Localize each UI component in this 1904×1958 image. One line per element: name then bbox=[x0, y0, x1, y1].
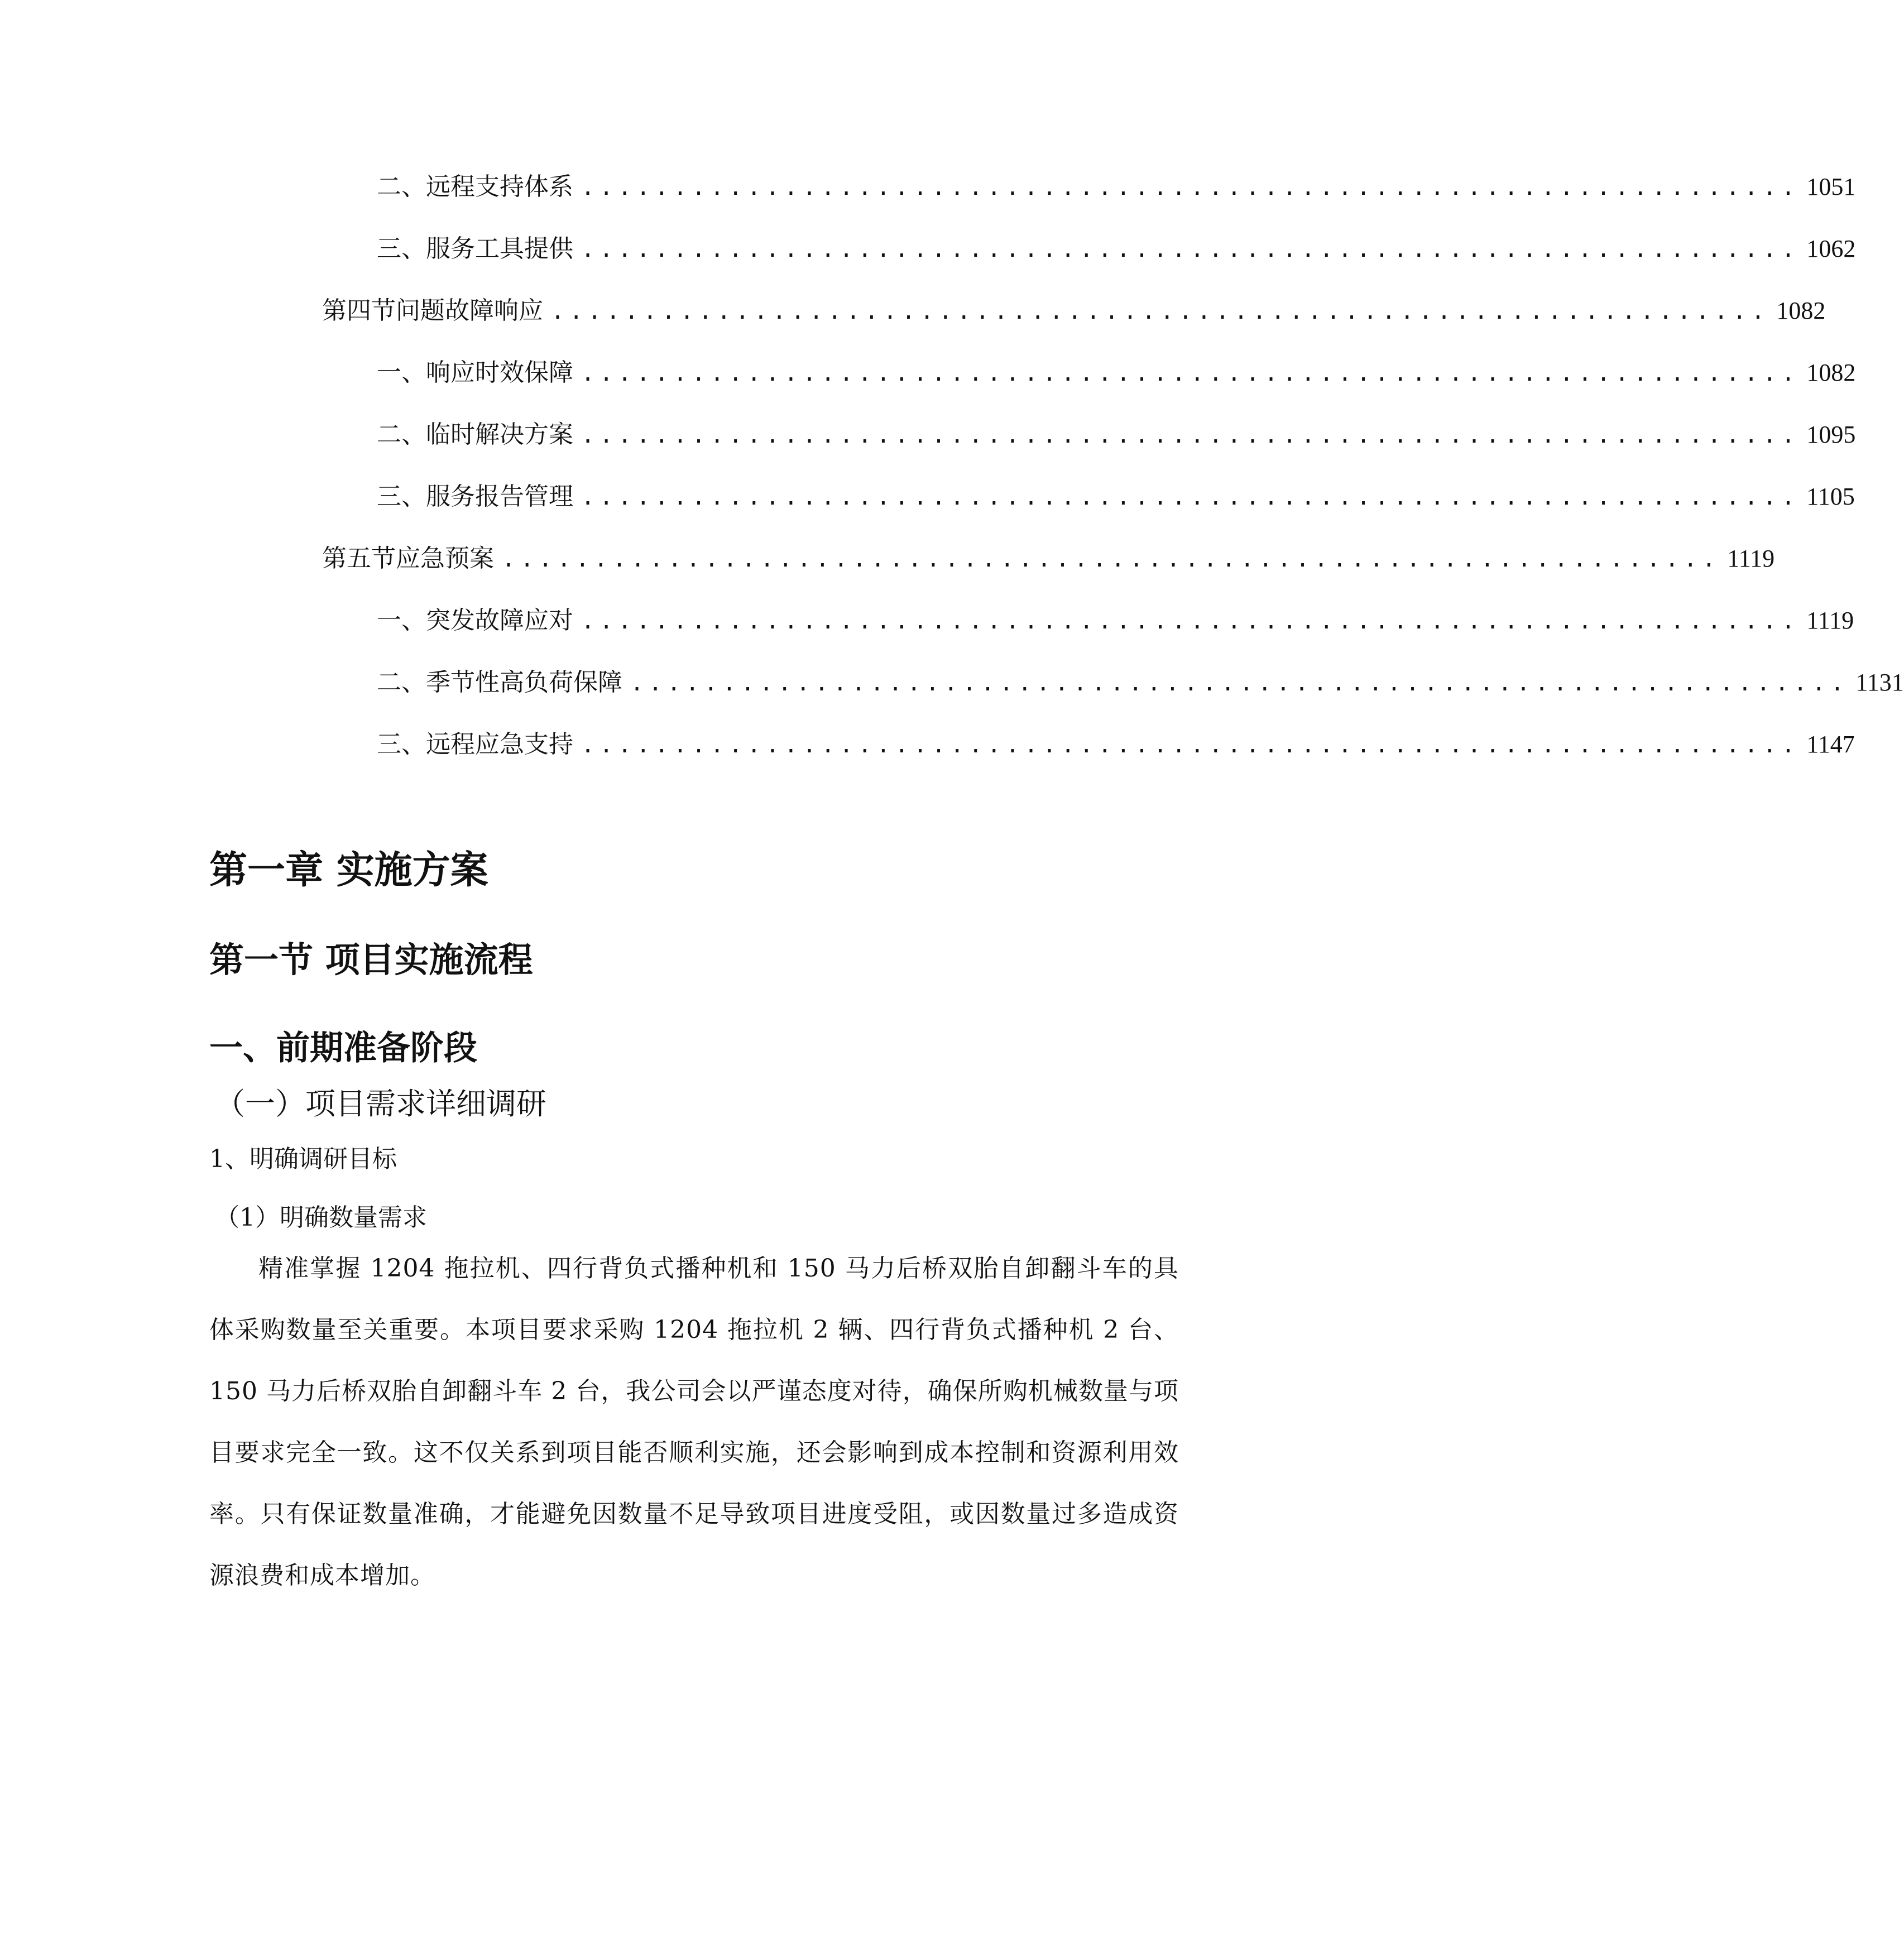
subsection-title: 一、前期准备阶段 bbox=[209, 1029, 477, 1068]
toc-entry-number: 三、 bbox=[377, 234, 426, 263]
toc-entry-page: 1082 bbox=[1776, 297, 1826, 324]
toc-entry[interactable] bbox=[0, 415, 1856, 454]
toc-entry[interactable] bbox=[0, 539, 1775, 578]
toc-entry-number: 一、 bbox=[377, 358, 426, 387]
toc-entry-title: 季节性高负荷保障 bbox=[426, 668, 622, 697]
toc-entry[interactable] bbox=[0, 725, 1855, 764]
toc-entry-title: 服务报告管理 bbox=[426, 482, 573, 511]
toc-entry-page: 1119 bbox=[1727, 545, 1775, 572]
toc-entry-title: 服务工具提供 bbox=[426, 234, 573, 263]
toc-entry-title: 突发故障应对 bbox=[426, 606, 573, 635]
toc-entry-page: 1131 bbox=[1855, 669, 1904, 696]
toc-entry-page: 1147 bbox=[1806, 731, 1855, 758]
toc-entry-title: 应急预案 bbox=[396, 544, 494, 573]
toc-entry-page: 1105 bbox=[1806, 483, 1855, 510]
toc-entry-title: 远程支持体系 bbox=[426, 172, 573, 201]
sub-heading-level-4: 1、明确调研目标 bbox=[209, 1145, 397, 1173]
toc-entry-title: 远程应急支持 bbox=[426, 730, 573, 759]
toc-entry-page: 1119 bbox=[1806, 607, 1854, 634]
toc-leader-dots: .................................................................. bbox=[581, 361, 1800, 386]
toc-leader-dots: .................................................................. bbox=[581, 423, 1800, 448]
toc-leader-dots: .................................................................. bbox=[581, 732, 1800, 758]
toc-leader-dots: .................................................................. bbox=[581, 175, 1800, 200]
toc-entry-number: 二、 bbox=[377, 668, 426, 697]
toc-entry[interactable] bbox=[0, 601, 1854, 640]
toc-entry-number: 第五节 bbox=[322, 544, 396, 573]
body-paragraph: 精准掌握 1204 拖拉机、四行背负式播种机和 150 马力后桥双胎自卸翻斗车的具体采购数量至关重要。本项目要求采购 1204 拖拉机 2 辆、四行背负式播种机 2 台、150 马力后桥双胎自卸翻斗车 2 台，我公司会以严谨态度对待，确保所购机械数量与项目要求完全一致。这不仅关系到项目能否顺利实施，还会影响到成本控制和资源利用效率。只有保证数量准确，才能避免因数量不足导致项目进度受阻，或因数量过多造成资源浪费和成本增加。 bbox=[209, 1254, 1179, 1590]
toc-entry[interactable] bbox=[0, 477, 1855, 516]
chapter-title: 第一章 实施方案 bbox=[209, 848, 488, 892]
toc-entry-number: 一、 bbox=[377, 606, 426, 635]
toc-entry[interactable] bbox=[0, 229, 1856, 268]
toc-entry-number: 三、 bbox=[377, 482, 426, 511]
toc-entry-title: 问题故障响应 bbox=[396, 296, 543, 325]
toc-entry[interactable] bbox=[0, 291, 1826, 330]
toc-entry[interactable] bbox=[0, 663, 1904, 702]
toc-entry-page: 1095 bbox=[1806, 421, 1856, 448]
toc-entry-title: 临时解决方案 bbox=[426, 420, 573, 449]
toc-entry-page: 1082 bbox=[1806, 359, 1856, 386]
sub-heading-level-3: （一）项目需求详细调研 bbox=[215, 1086, 546, 1121]
toc-leader-dots: .................................................................. bbox=[581, 237, 1800, 262]
section-title: 第一节 项目实施流程 bbox=[209, 939, 533, 980]
toc-entry[interactable] bbox=[0, 353, 1856, 392]
toc-entry-title: 响应时效保障 bbox=[426, 358, 573, 387]
toc-leader-dots: .................................................................. bbox=[502, 546, 1721, 572]
toc-entry-number: 二、 bbox=[377, 420, 426, 449]
toc-entry-page: 1051 bbox=[1806, 173, 1856, 200]
toc-entry[interactable] bbox=[0, 167, 1856, 207]
sub-heading-level-5: （1）明确数量需求 bbox=[215, 1203, 427, 1232]
toc-entry-page: 1062 bbox=[1806, 235, 1856, 262]
toc-leader-dots: .................................................................. bbox=[581, 608, 1800, 634]
toc-entry-number: 第四节 bbox=[322, 296, 396, 325]
toc-leader-dots: .................................................................. bbox=[630, 670, 1849, 696]
toc-entry-number: 三、 bbox=[377, 730, 426, 759]
toc-leader-dots: .................................................................. bbox=[581, 484, 1800, 510]
toc-entry-number: 二、 bbox=[377, 172, 426, 201]
toc-leader-dots: .................................................................. bbox=[551, 299, 1770, 324]
